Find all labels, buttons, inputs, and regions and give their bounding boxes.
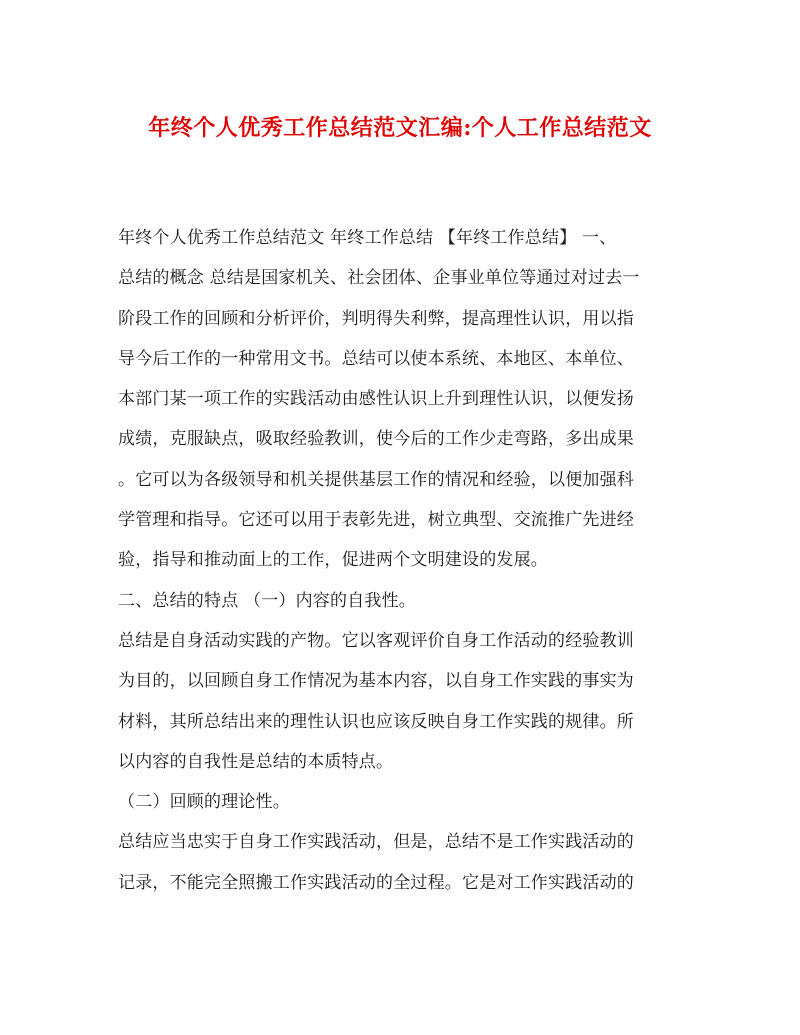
document-body [118,222,688,907]
body-line: 总结是自身活动实践的产物。它以客观评价自身工作活动的经验教训 [118,630,634,651]
body-line: 总结的概念 总结是国家机关、社会团体、企事业单位等通过对过去一 [118,268,640,289]
body-line: 本部门某一项工作的实践活动由感性认识上升到理性认识，以便发扬 [118,389,634,410]
body-line: 学管理和指导。它还可以用于表彰先进，树立典型、交流推广先进经 [118,510,634,531]
body-line: 总结应当忠实于自身工作实践活动，但是，总结不是工作实践活动的 [118,832,634,853]
body-line: 记录，不能完全照搬工作实践活动的全过程。它是对工作实践活动的 [118,872,634,893]
document-title: 年终个人优秀工作总结范文汇编:个人工作总结范文 [148,115,652,141]
body-line: 年终个人优秀工作总结范文 年终工作总结 【年终工作总结】 一、 [118,228,617,248]
body-line: 二、总结的特点 （一）内容的自我性。 [118,590,417,611]
body-line: （二）回顾的理论性。 [118,792,290,813]
body-line: 导今后工作的一种常用文书。总结可以使本系统、本地区、本单位、 [118,348,634,369]
body-line: 成绩，克服缺点，吸取经验教训，使今后的工作少走弯路，多出成果 [118,429,634,450]
body-line: 。它可以为各级领导和机关提供基层工作的情况和经验，以便加强科 [118,469,634,490]
body-line: 验，指导和推动面上的工作，促进两个文明建设的发展。 [118,550,548,571]
body-line: 阶段工作的回顾和分析评价，判明得失利弊，提高理性认识，用以指 [118,308,634,329]
body-line: 以内容的自我性是总结的本质特点。 [118,751,394,772]
body-line: 材料，其所总结出来的理性认识也应该反映自身工作实践的规律。所 [118,711,634,732]
body-line: 为目的，以回顾自身工作情况为基本内容，以自身工作实践的事实为 [118,671,634,692]
